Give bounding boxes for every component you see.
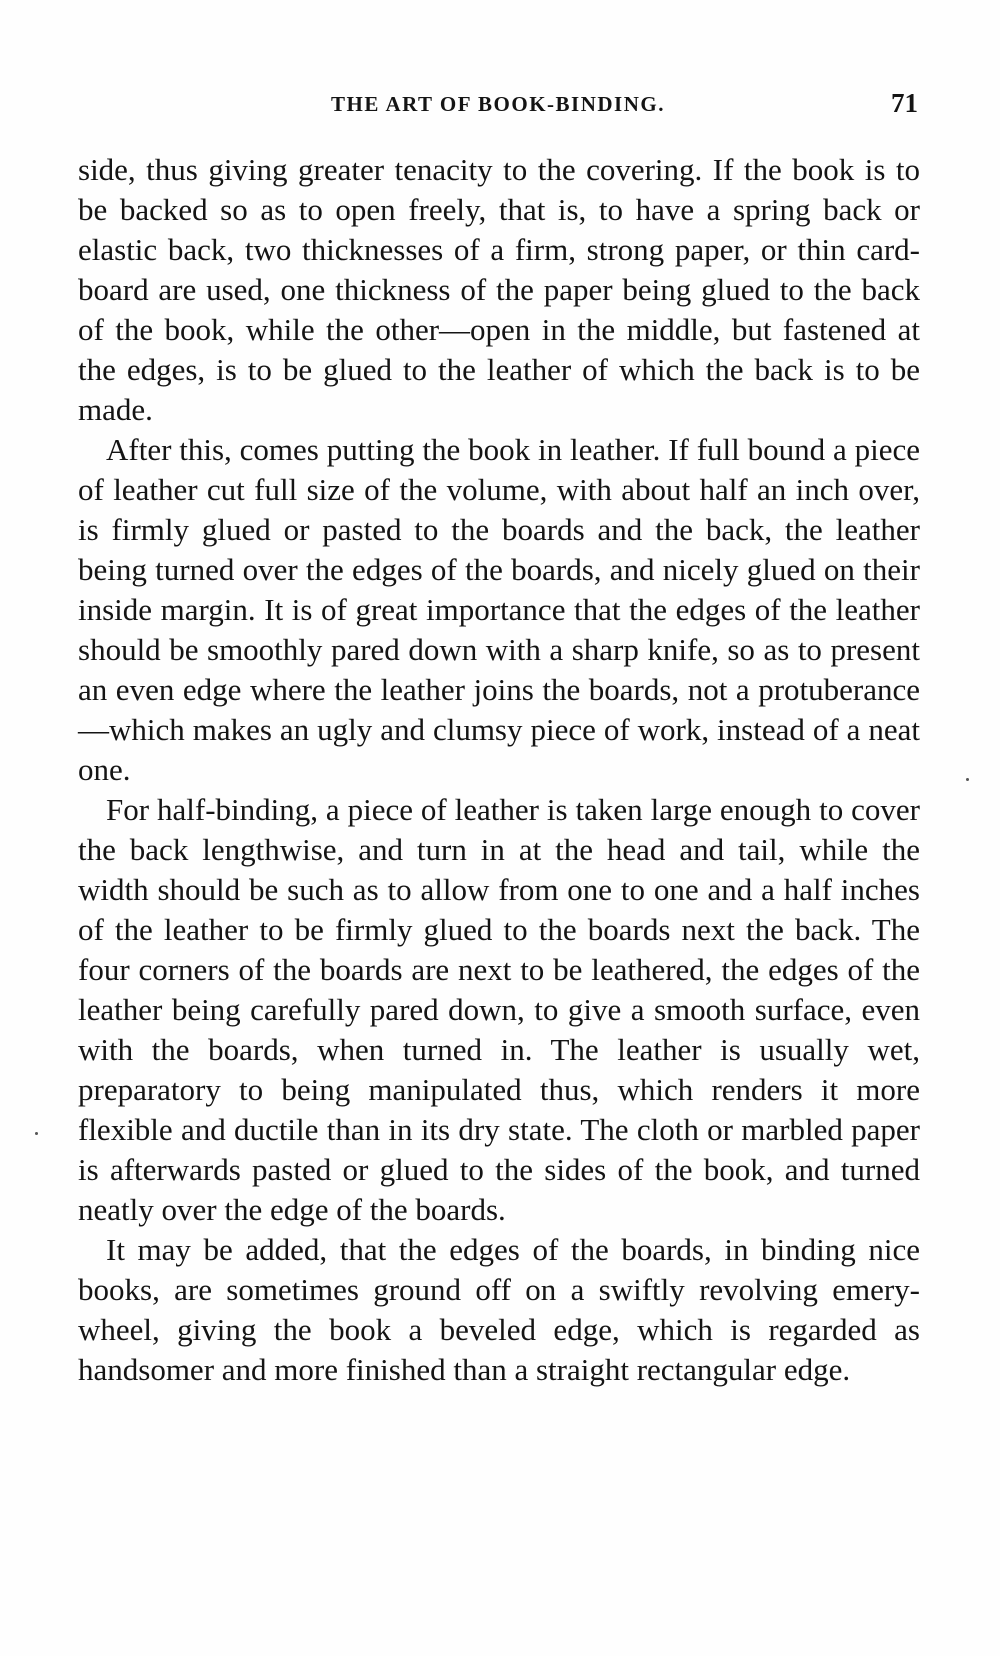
body-text — [78, 150, 920, 1390]
running-head — [78, 88, 918, 126]
paragraph-3: For half-binding, a piece of leather is taken large enough to cover the back lengthwise, and turn in at the head and tail, while the width should be such as to allow from one to one and a half inches of the leather to be firmly glued to the boards next the back. The four corners of the boards are next to be leathered, the edges of the leather being carefully pared down, to give a smooth surface, even with the boards, when turned in. The leather is usually wet, preparatory to being manipulated thus, which renders it more flexible and ductile than in its dry state. The cloth or marbled paper is afterwards pasted or glued to the sides of the book, and turned neatly over the edge of the boards. — [78, 792, 920, 1227]
paragraph-2: After this, comes putting the book in leather. If full bound a piece of leather cut full size of the volume, with about half an inch over, is firmly glued or pasted to the boards and the back, the leather being turned over the edges of the boards, and nicely glued on their inside margin. It is of great importance that the edges of the leather should be smoothly pared down with a sharp knife, so as to present an even edge where the leather joins the boards, not a protuberance—which makes an ugly and clumsy piece of work, instead of a neat one. — [78, 432, 920, 787]
paragraph-1: side, thus giving greater tenacity to the covering. If the book is to be backed so as to open freely, that is, to have a spring back or elastic back, two thicknesses of a firm, strong paper, or thin card-board are used, one thickness of the paper being glued to the back of the book, while the other—open in the middle, but fastened at the edges, is to be glued to the leather of which the back is to be made. — [78, 152, 920, 427]
running-title: THE ART OF BOOK-BINDING. — [331, 92, 665, 116]
paper-speck — [35, 1132, 38, 1135]
paper-speck — [966, 778, 969, 781]
paragraph-4: It may be added, that the edges of the boards, in binding nice books, are sometimes ground off on a swiftly revolving emery-wheel, giving the book a beveled edge, which is regarded as handsomer and more finished than a straight rectangular edge. — [78, 1232, 920, 1387]
page-number: 71 — [891, 88, 918, 118]
